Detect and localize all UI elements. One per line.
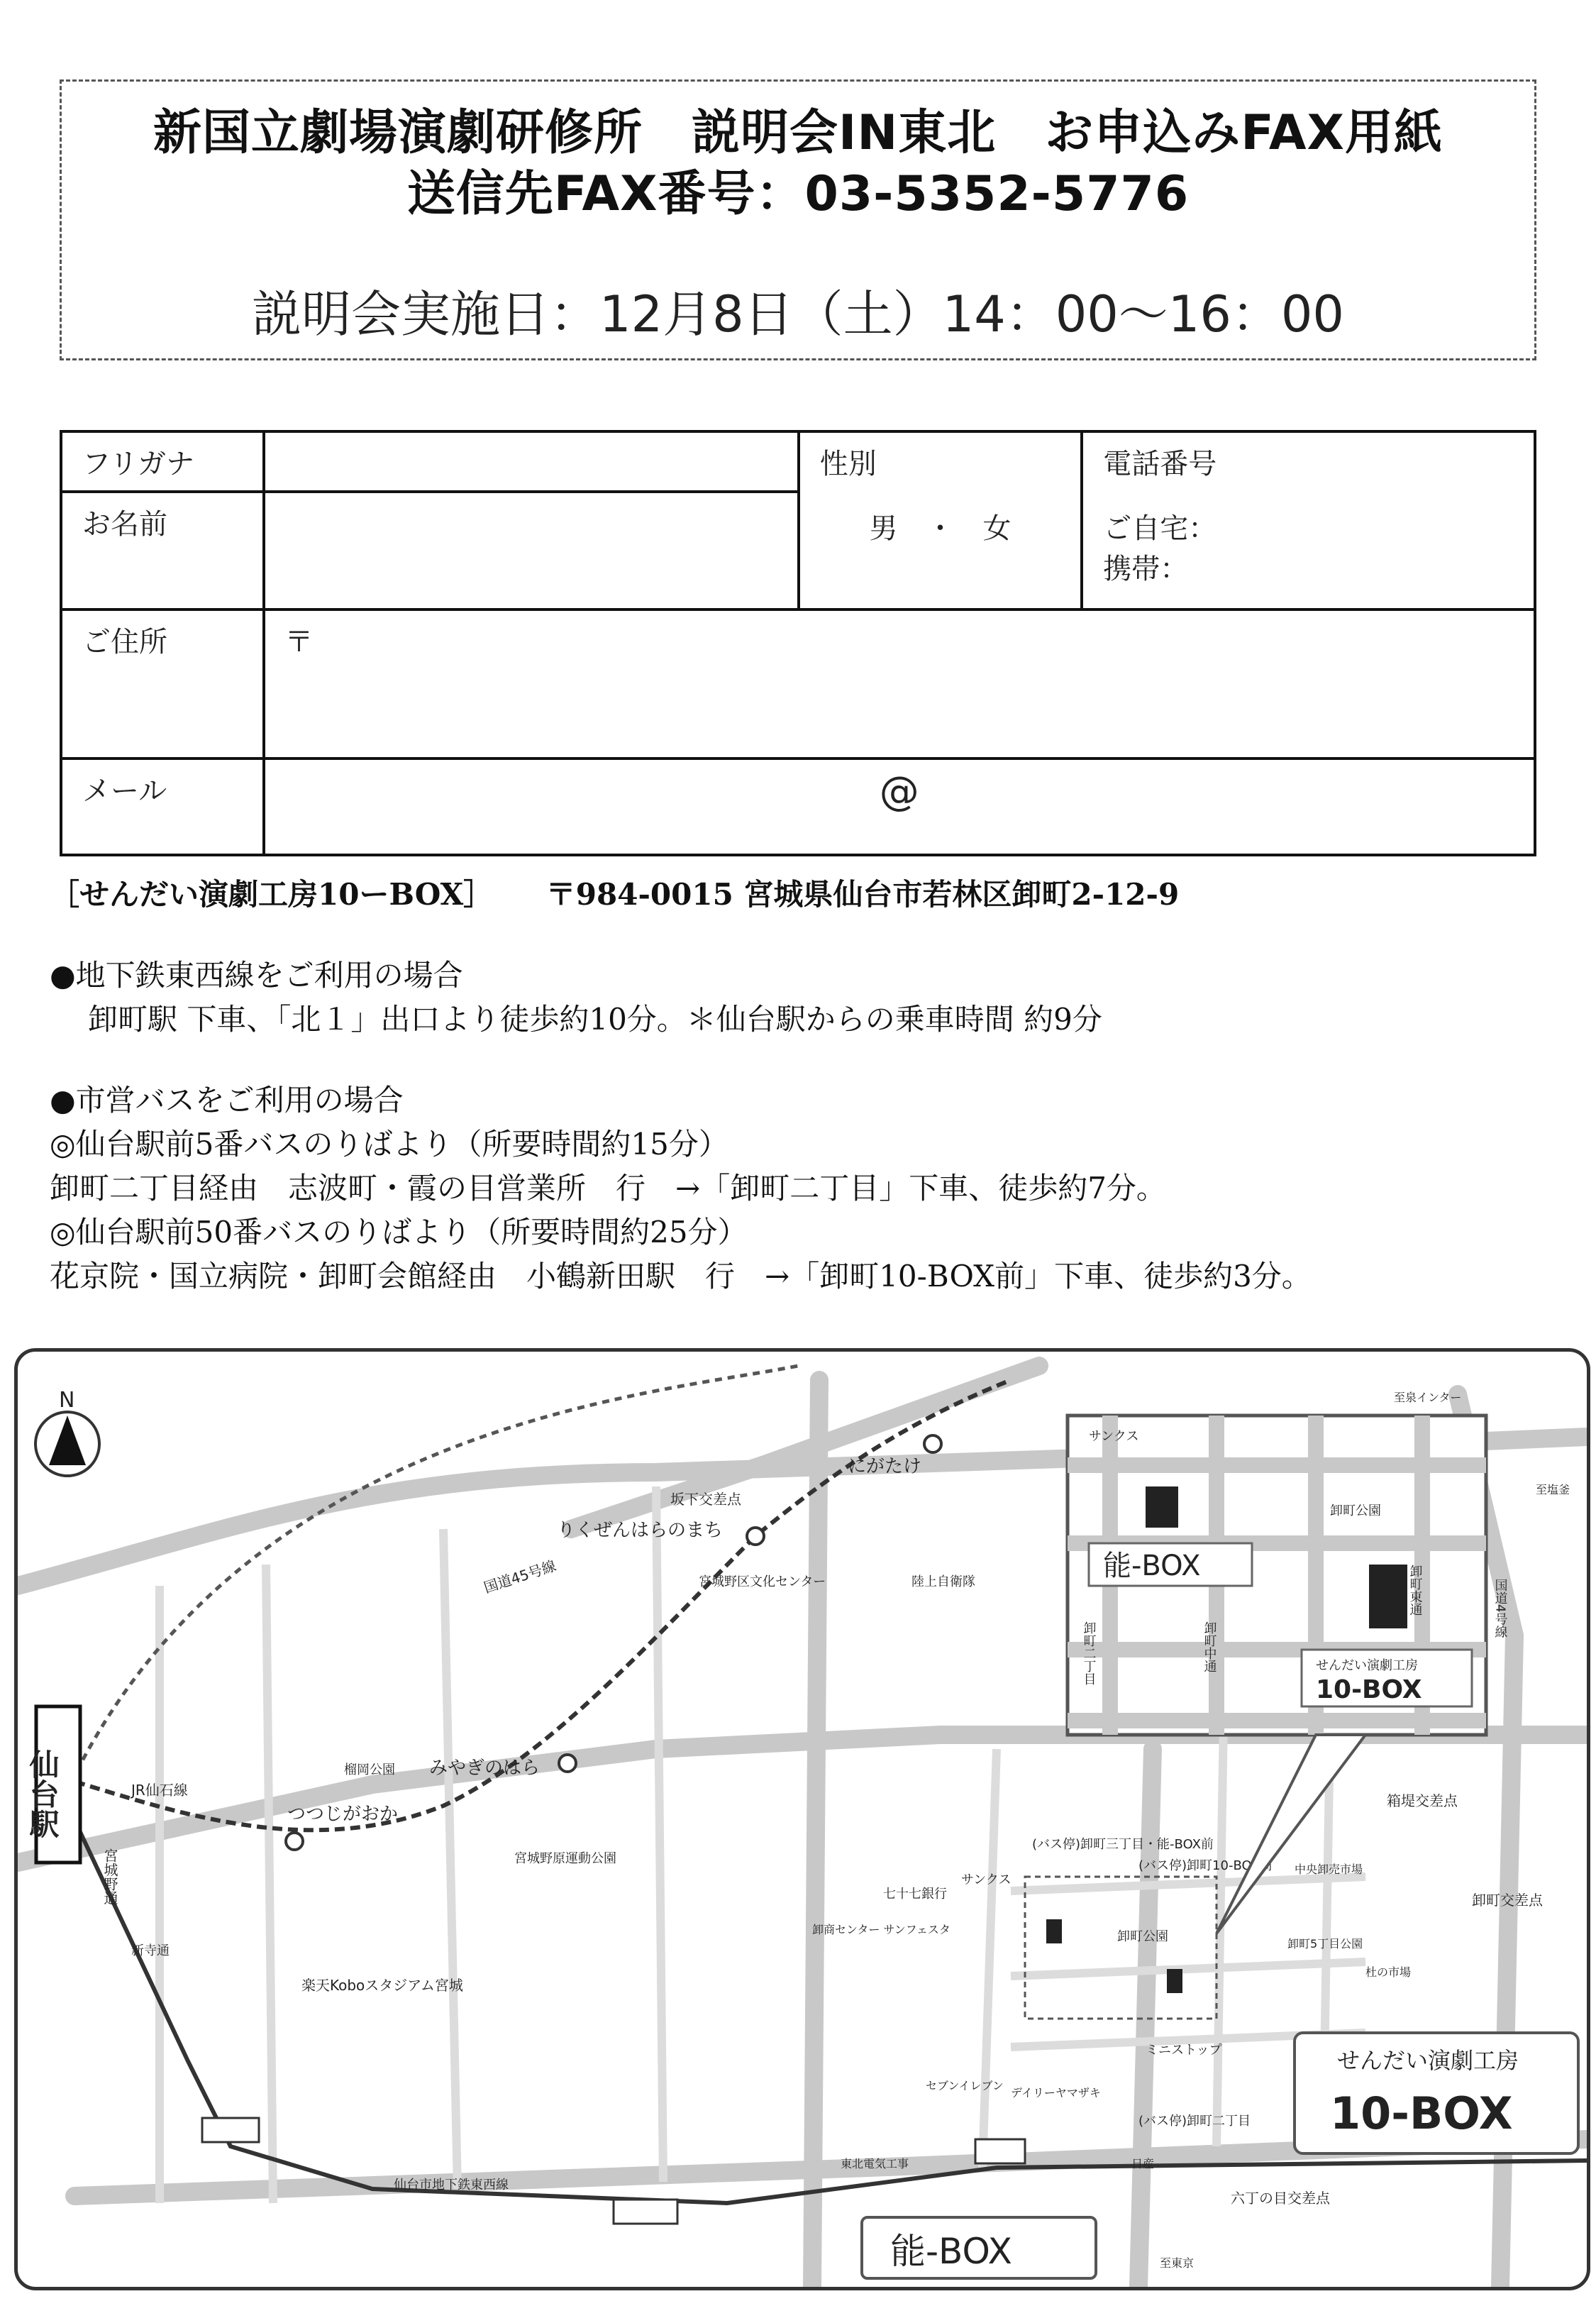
oroshimachi5-label: 卸町5丁目公園 (1287, 1937, 1363, 1951)
subway-heading: ●地下鉄東西線をご利用の場合 (50, 958, 463, 993)
north-label: N (59, 1388, 75, 1413)
header-box (60, 79, 1536, 360)
bus2-route: 花京院・国立病院・卸町会館経由 小鶴新田駅 行 →「卸町10-BOX前」下車、徒歩約3分。 (50, 1259, 1312, 1293)
map-graphic (18, 1352, 1587, 2287)
inset-road2-label: 卸町中通 (1202, 1621, 1217, 1672)
phone-home-label[interactable]: ご自宅： (1103, 512, 1217, 545)
phone-label: 電話番号 (1103, 448, 1217, 480)
sendai-station-label: 仙台駅 (25, 1749, 60, 1838)
nou-box-callout (862, 2217, 1096, 2278)
gender-cell (799, 431, 1082, 609)
phone-cell (1082, 431, 1535, 609)
inset-box-name: せんだい演劇工房 (1316, 1658, 1418, 1673)
application-form (60, 430, 1536, 856)
jieitai-label: 陸上自衛隊 (911, 1574, 975, 1589)
mutchome-label: 六丁の目交差点 (1231, 2190, 1330, 2207)
furigana-field[interactable] (264, 431, 799, 492)
rakuten-label: 楽天Koboスタジアム宮城 (301, 1977, 463, 1994)
ministop-label: ミニストップ (1146, 2043, 1222, 2058)
mail-field[interactable] (264, 758, 1535, 855)
higashi-label: 東北電気工事 (841, 2157, 909, 2170)
sunkus-label: サンクス (961, 1872, 1012, 1887)
ten-box-name: せんだい演劇工房 (1337, 2047, 1519, 2074)
furigana-label: フリガナ (61, 431, 264, 492)
sakashita-label: 坂下交差点 (670, 1491, 741, 1508)
phone-mobile-label[interactable]: 携帯： (1103, 553, 1189, 585)
access-map (14, 1348, 1590, 2290)
ten-box-logo: 10-BOX (1330, 2087, 1513, 2139)
route45 (571, 1366, 1039, 1529)
nou-box-label: 能-BOX (890, 2231, 1012, 2272)
jr-senseki-label: JR仙石線 (131, 1782, 188, 1799)
nigatake-label: にがたけ (848, 1456, 922, 1477)
miyagino-undo-label: 宮城野原運動公園 (514, 1851, 616, 1866)
inset-map (1068, 1416, 1486, 1933)
gender-label: 性別 (819, 448, 877, 480)
bus-a-label: (バス停)卸町三丁目・能-BOX前 (1032, 1837, 1214, 1852)
mail-label: メール (61, 758, 264, 855)
shiogama-label: 至塩釜 (1536, 1483, 1570, 1496)
shitokyo-label: 至東京 (1160, 2256, 1195, 2270)
subway-detail: 卸町駅 下車、「北１」出口より徒歩約10分。＊仙台駅からの乗車時間 約9分 (88, 1002, 1102, 1037)
fax-number: 送信先FAX番号：03-5352-5776 (406, 166, 1190, 222)
rikuzen-label: りくぜんはらのまち (557, 1520, 724, 1541)
gender-options[interactable]: 男 ・ 女 (869, 512, 1012, 545)
oroshimachi-park-label: 卸町公園 (1117, 1929, 1168, 1944)
nissan-label: 日産 (1131, 2157, 1155, 2170)
bus2-stop: ◎仙台駅前50番バスのりばより（所要時間約25分） (50, 1215, 748, 1249)
shisen-label: 至泉インター (1394, 1391, 1462, 1404)
kokudo4-label: 国道4号線 (1492, 1579, 1508, 1638)
hakozutsumi-label: 箱堤交差点 (1387, 1792, 1458, 1809)
address-field[interactable] (264, 609, 1535, 758)
venue-address: 〒984-0015 宮城県仙台市若林区卸町2-12-9 (545, 877, 1180, 912)
event-date: 説明会実施日：12月8日（土）14：00〜16：00 (252, 285, 1344, 343)
form-title: 新国立劇場演劇研修所 説明会IN東北 お申込みFAX用紙 (153, 105, 1443, 161)
miyagino-dori-label: 宮城野通 (101, 1848, 118, 1905)
name-field[interactable] (264, 492, 799, 609)
venue-name: ［せんだい演劇工房10ーBOX］ (50, 877, 494, 912)
miyagino-center-label: 宮城野区文化センター (699, 1574, 826, 1589)
bus-heading: ●市営バスをご利用の場合 (50, 1083, 404, 1118)
tsutsujigaoka-label: つつじがおか (287, 1804, 399, 1825)
inset-box-logo: 10-BOX (1316, 1675, 1422, 1704)
sevenseven-label: 七十七銀行 (883, 1887, 947, 1902)
bus1-route: 卸町二丁目経由 志波町・霞の目営業所 行 →「卸町二丁目」下車、徒歩約7分。 (50, 1171, 1166, 1206)
bus-c-label: (バス停)卸町二丁目 (1138, 2114, 1251, 2129)
address-label: ご住所 (61, 609, 264, 758)
access-info (50, 873, 1553, 1298)
north-arrow-icon (35, 1412, 99, 1476)
inset-road3-label: 卸町東通 (1407, 1565, 1423, 1616)
oroshimachi-cross-label: 卸町交差点 (1472, 1892, 1543, 1909)
tsurugaoka-park-label: 榴岡公園 (344, 1762, 395, 1777)
seven-label: セブンイレブン (926, 2079, 1004, 2092)
road-vertical-center (812, 1380, 819, 2287)
name-label: お名前 (61, 492, 264, 609)
bus-b-label: (バス停)卸町10-BOX前 (1138, 1858, 1273, 1873)
ten-box-callout (1295, 2033, 1578, 2153)
mori-ichiba-label: 杜の市場 (1365, 1965, 1412, 1979)
inset-road1-label: 卸町二丁目 (1081, 1621, 1097, 1685)
bus1-stop: ◎仙台駅前5番バスのりばより（所要時間約15分） (50, 1127, 728, 1162)
inset-nou-label: 能-BOX (1103, 1550, 1201, 1582)
at-mark: @ (879, 768, 919, 815)
route45-label: 国道45号線 (482, 1557, 558, 1596)
sunfesta-label: 卸商センター サンフェスタ (812, 1923, 951, 1936)
chuo-oroshi-label: 中央卸売市場 (1295, 1863, 1363, 1876)
inset-park-label: 卸町公園 (1330, 1504, 1381, 1518)
miyaginohara-label: みやぎのはら (429, 1758, 541, 1779)
inset-sunkus-label: サンクス (1089, 1429, 1139, 1444)
daily-label: デイリーヤマザキ (1011, 2086, 1101, 2100)
subway-line-label: 仙台市地下鉄東西線 (394, 2178, 509, 2192)
venue-line (50, 873, 1553, 917)
postal-mark: 〒 (284, 626, 314, 658)
shinteradori-label: 新寺通 (131, 1943, 170, 1958)
